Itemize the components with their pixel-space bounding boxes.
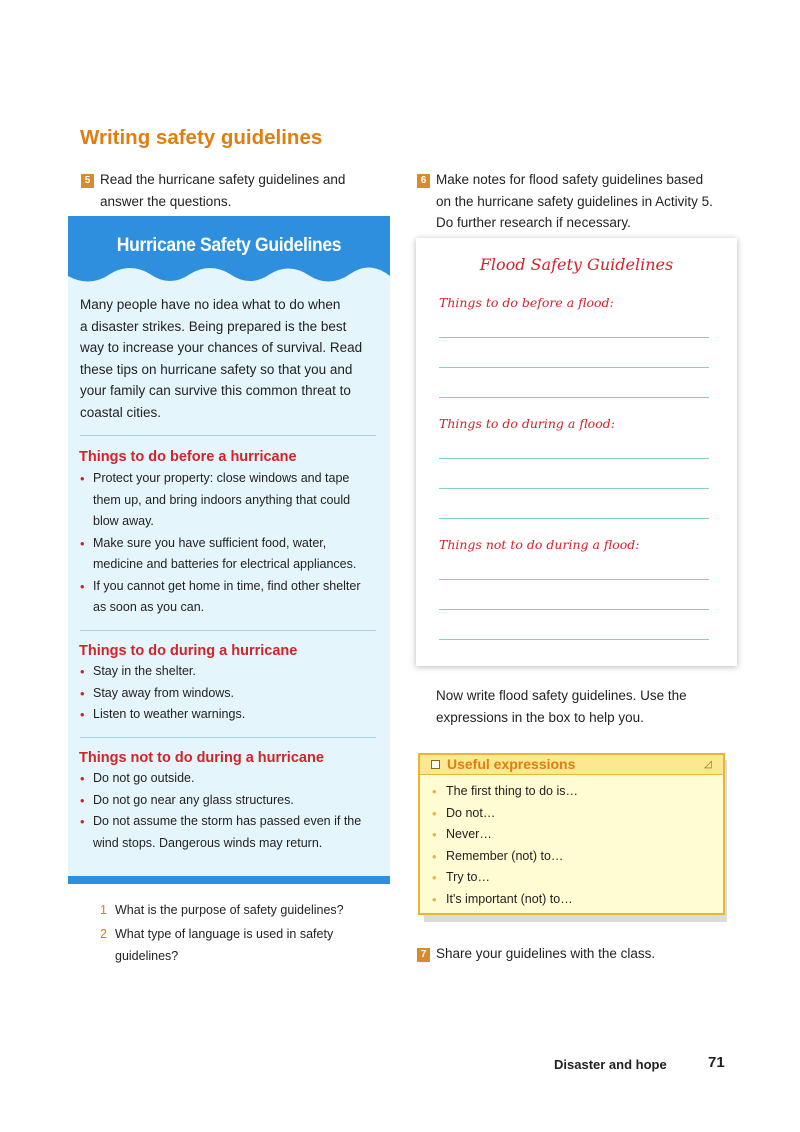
during-list (80, 661, 382, 726)
item-line: blow away. (93, 514, 154, 528)
list-item: • Listen to weather warnings. (80, 704, 382, 726)
expressions-title: Useful expressions (447, 756, 576, 772)
intro-line: coastal cities. (80, 404, 162, 420)
intro-line: way to increase your chances of survival. Read (80, 340, 363, 356)
writing-line[interactable] (439, 579, 709, 580)
instruction-line: Make notes for flood safety guidelines based (436, 172, 704, 187)
item-line: • Make sure you have sufficient food, water, (93, 535, 327, 550)
item-line: • Do not go near any glass structures. (93, 792, 294, 807)
before-list (80, 468, 382, 619)
expression-item: • Never… (432, 824, 578, 846)
activity-number-badge: 5 (81, 174, 94, 188)
intro-line: your family can survive this common threat to (80, 383, 351, 399)
list-item (80, 576, 382, 619)
writing-line[interactable] (439, 609, 709, 610)
list-item (80, 790, 382, 812)
writing-line[interactable] (439, 458, 709, 459)
instruction-line: on the hurricane safety guidelines in Activity 5. (436, 193, 713, 209)
item-line: wind stops. Dangerous winds may return. (93, 835, 323, 850)
item-line: • If you cannot get home in time, find other shelter (93, 578, 361, 593)
expression-item: • Remember (not) to… (432, 846, 578, 868)
activity-number-badge: 6 (417, 174, 430, 188)
corner-triangle-icon: ◿ (704, 759, 712, 770)
intro-line: a disaster strikes. Being prepared is the best (80, 318, 347, 334)
list-item (80, 768, 382, 790)
instruction-line: Now write flood safety guidelines. Use the (436, 688, 687, 703)
hurricane-intro (80, 294, 380, 424)
useful-expressions-box (418, 753, 725, 915)
divider (80, 630, 376, 631)
list-item (80, 468, 382, 533)
checkbox-icon (431, 760, 440, 769)
writing-line[interactable] (439, 639, 709, 640)
question-text: guidelines? (115, 948, 179, 963)
expression-item: • The first thing to do is… (432, 781, 578, 803)
item-line: • Do not assume the storm has passed even if the (93, 814, 362, 828)
hurricane-box-title: Hurricane Safety Guidelines (116, 234, 342, 256)
expression-item: • Do not… (432, 803, 578, 825)
divider (80, 737, 376, 738)
instruction-line: Read the hurricane safety guidelines and (100, 172, 346, 187)
expression-item: • Try to… (432, 867, 578, 889)
not-during-list (80, 768, 382, 854)
item-line: • Do not go outside. (93, 771, 195, 785)
expressions-box-header (420, 755, 723, 775)
question-2 (100, 924, 390, 967)
activity5-instruction (100, 169, 390, 212)
list-item (80, 811, 382, 854)
page-number: 71 (708, 1054, 725, 1071)
intro-line: these tips on hurricane safety so that you and (80, 361, 353, 377)
divider (80, 435, 376, 436)
question-number: 1 (100, 903, 107, 917)
activity-number-badge: 7 (417, 948, 430, 962)
question-1 (100, 900, 390, 922)
question-text: What type of language is used in safety (115, 927, 334, 941)
flood-card-title: Flood Safety Guidelines (479, 255, 674, 274)
writing-line[interactable] (439, 337, 709, 338)
list-item: • Stay away from windows. (80, 683, 382, 705)
flood-before-heading: Things to do before a flood: (439, 295, 614, 310)
expression-item: • It's important (not) to… (432, 889, 578, 911)
section-title: Writing safety guidelines (80, 126, 323, 149)
activity6-instruction (436, 169, 756, 234)
before-heading: Things to do before a hurricane (79, 449, 297, 465)
writing-line[interactable] (439, 367, 709, 368)
expressions-list (432, 781, 578, 910)
instruction-line: answer the questions. (100, 193, 232, 209)
writing-line[interactable] (439, 518, 709, 519)
flood-during-heading: Things to do during a flood: (439, 416, 615, 431)
question-number: 2 (100, 927, 107, 941)
during-heading: Things to do during a hurricane (79, 643, 298, 659)
flood-notes-card (416, 238, 737, 666)
writing-line[interactable] (439, 488, 709, 489)
not-during-heading: Things not to do during a hurricane (79, 750, 324, 766)
item-line: them up, and bring indoors anything that could (93, 492, 351, 507)
hurricane-box-header (68, 216, 390, 292)
hurricane-guidelines-box (68, 216, 390, 884)
footer-unit-label: Disaster and hope (554, 1057, 667, 1072)
item-line: • Protect your property: close windows and tape (93, 471, 350, 485)
list-item (80, 533, 382, 576)
list-item: • Stay in the shelter. (80, 661, 382, 683)
instruction-line: Do further research if necessary. (436, 215, 631, 230)
flood-not-during-heading: Things not to do during a flood: (439, 537, 640, 552)
activity7-instruction: Share your guidelines with the class. (436, 946, 656, 961)
item-line: as soon as you can. (93, 600, 205, 614)
question-text: What is the purpose of safety guidelines? (115, 903, 344, 917)
instruction-line: expressions in the box to help you. (436, 709, 644, 725)
write-instruction (436, 685, 756, 728)
item-line: medicine and batteries for electrical appliances. (93, 557, 357, 571)
writing-line[interactable] (439, 397, 709, 398)
intro-line: Many people have no idea what to do when (80, 297, 341, 312)
hurricane-box-bottom-bar (68, 876, 390, 884)
